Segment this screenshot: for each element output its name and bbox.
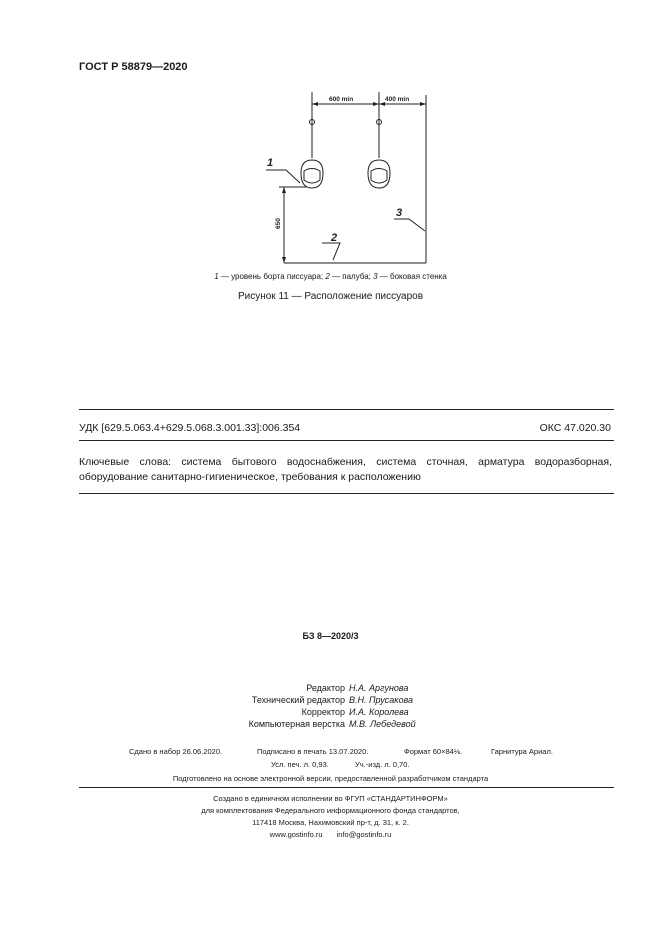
urinal2-bowl [371, 169, 387, 184]
callout-3: 3 [396, 207, 403, 219]
callout3-leader [394, 219, 425, 231]
legend-text-2: — палуба; [329, 272, 374, 281]
divider-middle [79, 440, 614, 441]
document-header: ГОСТ Р 58879—2020 [79, 61, 188, 73]
created-line: Создано в единичном исполнении во ФГУП «СТАНДАРТИНФОРМ» [213, 794, 448, 803]
contacts-line [0, 829, 661, 841]
publisher-sheets: Уч.-изд. л. 0,70. [355, 760, 410, 769]
callout2-leader [322, 243, 340, 260]
bz-code: БЗ 8—2020/3 [302, 631, 359, 641]
dimension-650-label: 650 [275, 218, 282, 229]
publisher-block [0, 793, 661, 841]
figure-title: Рисунок 11 — Расположение писсуаров [237, 291, 424, 302]
prepared-note: Подготовлено на основе электронной версии, предоставленной разработчиком стандарта [172, 774, 489, 783]
legend-number-2: 2 [325, 272, 330, 281]
print-details [0, 745, 661, 771]
udk-code: УДК [629.5.063.4+629.5.068.3.001.33]:006.354 [79, 422, 301, 434]
oks-code: ОКС 47.020.30 [539, 422, 611, 434]
divider-imprint [79, 787, 614, 788]
legend-text-1: — уровень борта писсуара; [218, 272, 326, 281]
figure-legend [0, 272, 661, 281]
legend-text-3: — боковая стенка [377, 272, 447, 281]
divider-bottom [79, 493, 614, 494]
credit-editor: Редактор Н.А. Аргунова [306, 683, 409, 693]
credit-tech-editor: Технический редактор В.Н. Прусакова [251, 695, 413, 705]
set-date: Сдано в набор 26.06.2020. [129, 747, 223, 756]
print-sheets: Усл. печ. л. 0,93. [271, 760, 329, 769]
credit-layout: Компьютерная верстка М.В. Лебедевой [248, 719, 416, 729]
credit-corrector: Корректор И.А. Королева [301, 707, 409, 717]
email-link[interactable]: info@gostinfo.ru [336, 830, 392, 839]
credits-block [0, 682, 661, 730]
typeface: Гарнитура Ариал. [491, 747, 553, 756]
paper-format: Формат 60×84⅛. [404, 747, 463, 756]
dimension-600-label: 600 min [329, 96, 354, 103]
callout-1: 1 [267, 157, 274, 169]
legend-number-3: 3 [373, 272, 378, 281]
callout-2: 2 [331, 232, 338, 244]
address-line: 117418 Москва, Нахимовский пр-т, д. 31, к. 2. [252, 818, 409, 827]
fund-line: для комплектования Федерального информационного фонда стандартов, [201, 806, 460, 815]
urinal-layout-figure [0, 0, 661, 290]
urinal1-bowl [304, 169, 320, 184]
website-link[interactable]: www.gostinfo.ru [269, 830, 323, 839]
keywords-text: Ключевые слова: система бытового водоснабжения, система сточная, арматура водоразборная, оборудование санитарно-гигиеническое, требования к расположению [79, 456, 612, 483]
divider-top [79, 409, 614, 410]
callout1-leader [266, 170, 300, 183]
signed-date: Подписано в печать 13.07.2020. [257, 747, 369, 756]
legend-number-1: 1 [214, 272, 219, 281]
dimension-400-label: 400 min [385, 96, 410, 103]
